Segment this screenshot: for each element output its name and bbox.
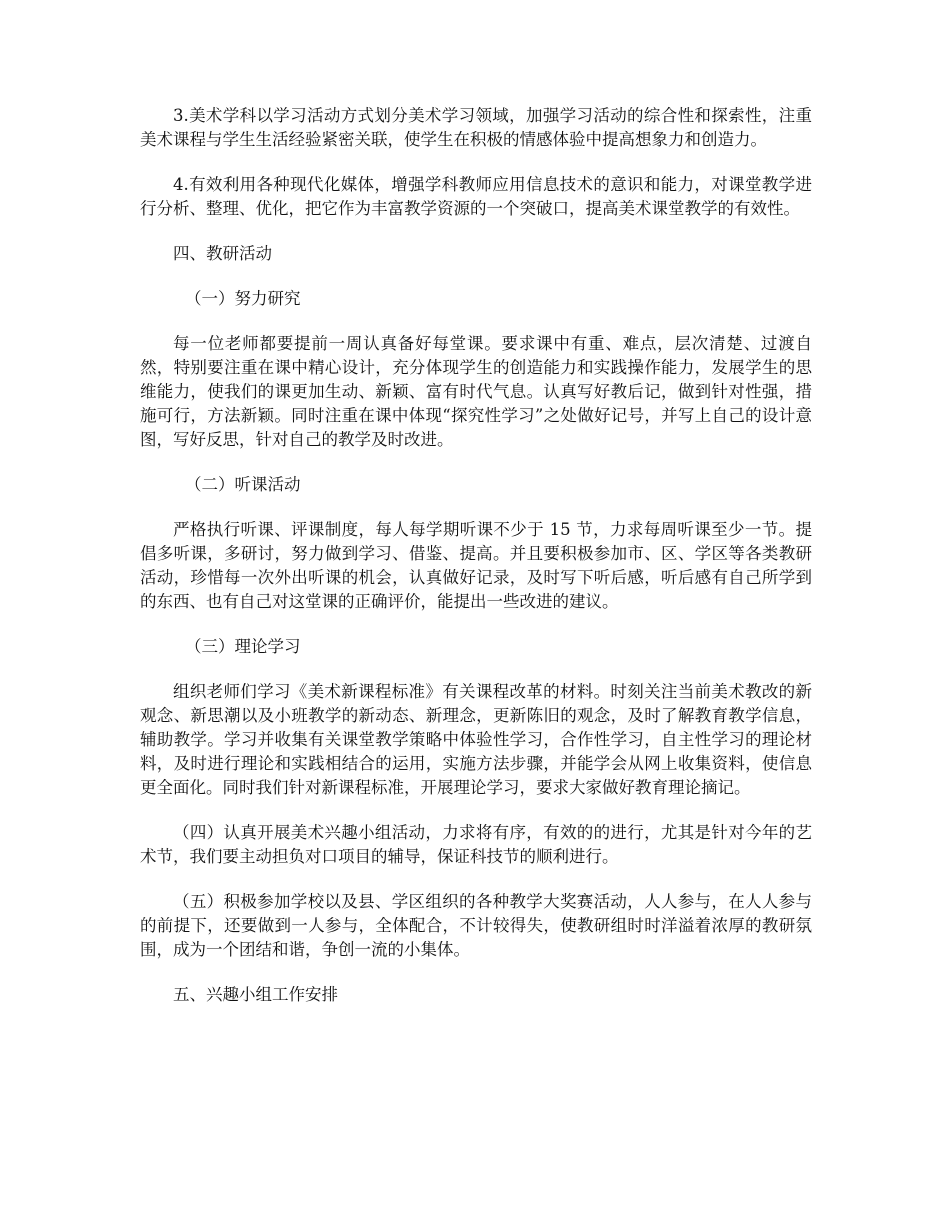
subsection-heading-1: （一）努力研究 — [185, 289, 301, 308]
subsection-heading-2: （二）听课活动 — [185, 475, 301, 494]
paragraph-lesson-observation: 严格执行听课、评课制度，每人每学期听课不少于 15 节，力求每周听课至少一节。提倡多听课，多研讨，努力做到学习、借鉴、提高。并且要积极参加市、区、学区等各类教研活动，珍惜每一次外出听课的机会，认真做好记录，及时写下听后感，听后感有自己所学到的东西、也有自己对这堂课的正确评价，能提出一些改进的建议。 — [140, 520, 812, 611]
paragraph-item-3: 3.美术学科以学习活动方式划分美术学习领域，加强学习活动的综合性和探索性，注重美术课程与学生生活经验紧密关联，使学生在积极的情感体验中提高想象力和创造力。 — [140, 106, 812, 149]
paragraph-research: 每一位老师都要提前一周认真备好每堂课。要求课中有重、难点，层次清楚、过渡自然，特别要注重在课中精心设计，充分体现学生的创造能力和实践操作能力，发展学生的思维能力，使我们的课更加生动、新颖、富有时代气息。认真写好教后记，做到针对性强，措施可行，方法新颖。同时注重在课中体现“探究性学习”之处做好记号，并写上自己的设计意图，写好反思，针对自己的教学及时改进。 — [140, 334, 812, 449]
subsection-heading-3: （三）理论学习 — [185, 637, 301, 656]
paragraph-theory-study: 组织老师们学习《美术新课程标准》有关课程改革的材料。时刻关注当前美术教改的新观念、新思潮以及小班教学的新动态、新理念，更新陈旧的观念，及时了解教育教学信息，辅助教学。学习并收集有关课堂教学策略中体验性学习，合作性学习，自主性学习的理论材料，及时进行理论和实践相结合的运用，实施方法步骤，并能学会从网上收集资料，使信息更全面化。同时我们针对新课程标准，开展理论学习，要求大家做好教育理论摘记。 — [140, 682, 812, 797]
paragraph-interest-group: （四）认真开展美术兴趣小组活动，力求将有序，有效的的进行，尤其是针对今年的艺术节，我们要主动担负对口项目的辅导，保证科技节的顺利进行。 — [140, 823, 812, 866]
section-heading-5: 五、兴趣小组工作安排 — [173, 985, 338, 1004]
paragraph-item-4: 4.有效利用各种现代化媒体，增强学科教师应用信息技术的意识和能力，对课堂教学进行分析、整理、优化，把它作为丰富教学资源的一个突破口，提高美术课堂教学的有效性。 — [140, 175, 812, 218]
paragraph-competitions: （五）积极参加学校以及县、学区组织的各种教学大奖赛活动，人人参与，在人人参与的前提下，还要做到一人参与，全体配合，不计较得失，使教研组时时洋溢着浓厚的教研氛围，成为一个团结和谐，争创一流的小集体。 — [140, 892, 812, 959]
document-page — [140, 104, 812, 1028]
section-heading-4: 四、教研活动 — [173, 244, 272, 263]
